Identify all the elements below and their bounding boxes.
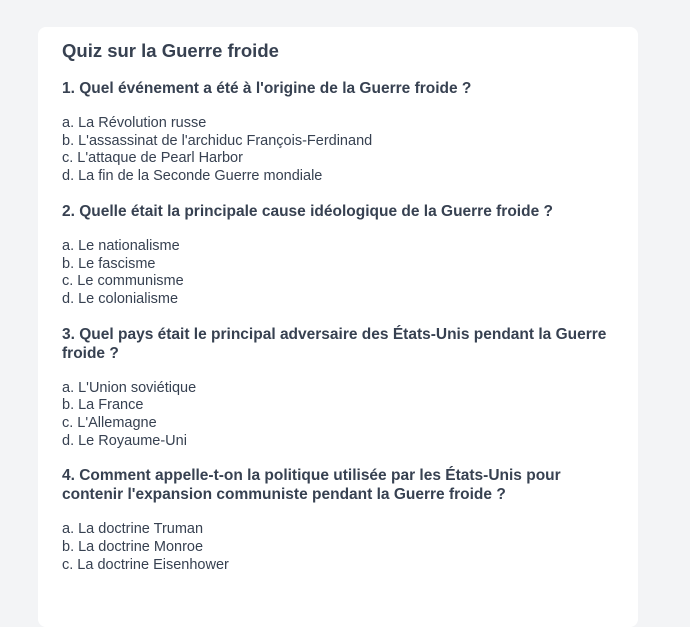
- question-2: [62, 202, 614, 309]
- answer-options: [62, 521, 614, 574]
- quiz-card: [38, 27, 638, 627]
- question-1: [62, 79, 614, 186]
- answer-option: d. La fin de la Seconde Guerre mondiale: [62, 168, 323, 185]
- answer-option: c. L'Allemagne: [62, 415, 157, 432]
- answer-option: a. Le nationalisme: [62, 237, 180, 254]
- answer-options: [62, 238, 614, 309]
- question-text: 4. Comment appelle-t-on la politique utilisée par les États-Unis pour contenir l'expansion communiste pendant la Guerre froide ?: [62, 467, 561, 504]
- answer-option: b. Le fascisme: [62, 255, 156, 272]
- answer-option: b. L'assassinat de l'archiduc François-Ferdinand: [62, 132, 373, 149]
- answer-option: c. La doctrine Eisenhower: [62, 556, 229, 573]
- answer-option: d. Le Royaume-Uni: [62, 432, 187, 449]
- question-4: [62, 466, 614, 574]
- question-text: 3. Quel pays était le principal adversaire des États-Unis pendant la Guerre froide ?: [62, 325, 607, 362]
- answer-option: a. L'Union soviétique: [62, 379, 197, 396]
- answer-options: [62, 115, 614, 186]
- answer-option: a. La Révolution russe: [62, 115, 207, 131]
- question-text: 1. Quel événement a été à l'origine de la Guerre froide ?: [62, 80, 472, 97]
- answer-option: c. Le communisme: [62, 273, 184, 290]
- answer-option: d. Le colonialisme: [62, 290, 179, 307]
- quiz-title: Quiz sur la Guerre froide: [62, 40, 279, 61]
- question-text: 2. Quelle était la principale cause idéologique de la Guerre froide ?: [62, 202, 553, 220]
- answer-option: b. La France: [62, 397, 144, 414]
- answer-option: b. La doctrine Monroe: [62, 539, 204, 556]
- question-3: [62, 325, 614, 451]
- answer-option: c. L'attaque de Pearl Harbor: [62, 150, 243, 167]
- answer-options: [62, 380, 614, 451]
- answer-option: a. La doctrine Truman: [62, 521, 204, 538]
